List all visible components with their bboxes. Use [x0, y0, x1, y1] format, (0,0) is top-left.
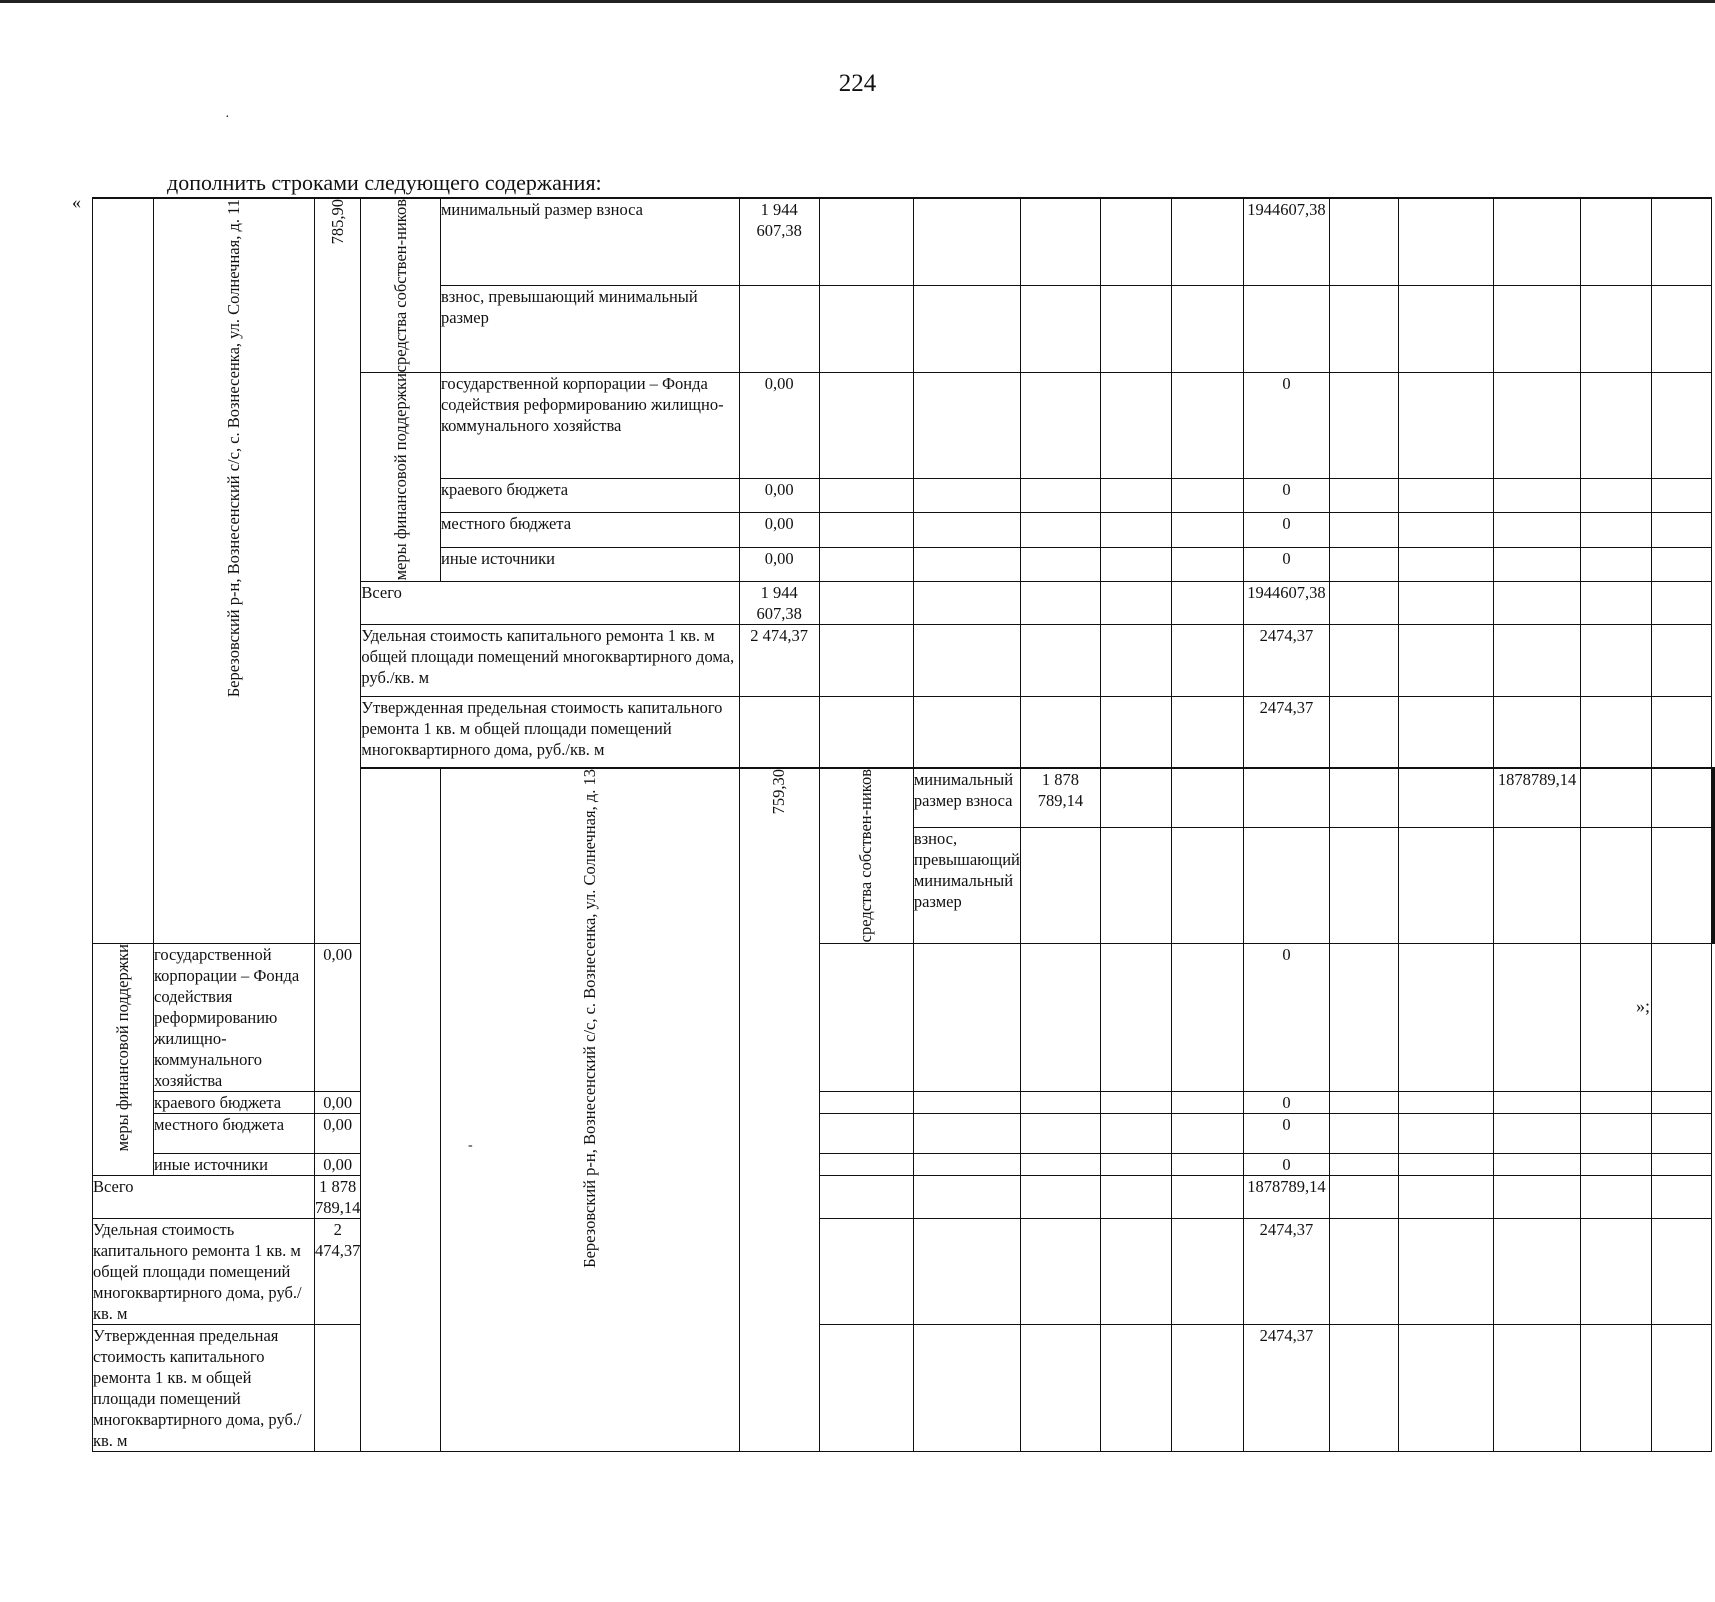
group-owners-label: средства собствен-ников [856, 769, 876, 943]
value-cell: 2474,37 [1243, 1324, 1329, 1451]
table-row [93, 1091, 1715, 1113]
value-cell: 1 878 789,14 [1020, 768, 1100, 827]
value-cell: 0,00 [739, 479, 819, 513]
value-cell: 2 474,37 [315, 1218, 361, 1324]
value-cell: 0,00 [739, 373, 819, 479]
value-cell: 1944607,38 [1243, 198, 1329, 286]
table-row [93, 1175, 1715, 1218]
table-row [93, 198, 1715, 286]
group-owners-cell [361, 198, 441, 373]
value-cell: 2474,37 [1243, 696, 1329, 768]
row-label: взнос, превышающий минимальный размер [913, 827, 1020, 943]
table-row [93, 1218, 1715, 1324]
value-cell: 1 944 607,38 [739, 581, 819, 624]
area-text: 785,90 [327, 199, 347, 245]
area-text: 759,30 [769, 769, 789, 815]
value-cell: 2474,37 [1243, 1218, 1329, 1324]
value-cell: 2474,37 [1243, 624, 1329, 696]
row-label: минимальный размер взноса [440, 198, 739, 286]
row-label: Удельная стоимость капитального ремонта 1 кв. м общей площади помещений многоквартирного дома, руб./кв. м [93, 1218, 315, 1324]
value-cell: 0,00 [315, 1153, 361, 1175]
value-cell: 0,00 [739, 513, 819, 547]
value-cell: 0 [1243, 1113, 1329, 1153]
group-support-label: меры финансовой поддержки [390, 373, 410, 581]
scan-dot: · [225, 110, 230, 125]
table-row [93, 1113, 1715, 1153]
value-cell: 0 [1243, 943, 1329, 1091]
value-cell: 0 [1243, 547, 1329, 581]
table-row [93, 1324, 1715, 1451]
page-number: 224 [838, 70, 877, 97]
value-cell: 1944607,38 [1243, 581, 1329, 624]
group-owners-cell [819, 768, 913, 943]
row-label: Утвержденная предельная стоимость капитального ремонта 1 кв. м общей площади помещений многоквартирного дома, руб./кв. м [361, 696, 739, 768]
value-cell: 0 [1243, 1091, 1329, 1113]
row-label: местного бюджета [440, 513, 739, 547]
area-cell [315, 198, 361, 943]
value-cell: 0 [1243, 1153, 1329, 1175]
table-row [93, 1153, 1715, 1175]
group-owners-label: средства собствен-ников [390, 199, 410, 373]
address-cell [440, 768, 739, 1451]
row-label: местного бюджета [154, 1113, 315, 1153]
capital-repair-table [92, 197, 1715, 1452]
value-cell: 0,00 [315, 1113, 361, 1153]
value-cell: 1878789,14 [1243, 1175, 1329, 1218]
group-support-cell [93, 943, 154, 1175]
value-cell: 0,00 [315, 943, 361, 1091]
row-label: государственной корпорации – Фонда содействия реформированию жилищно-коммунального хозяйства [154, 943, 315, 1091]
empty-cell [361, 768, 441, 1451]
table-row [93, 943, 1715, 1091]
closing-quote: »; [1636, 996, 1651, 1016]
row-label: Всего [93, 1175, 315, 1218]
value-cell: 0 [1243, 479, 1329, 513]
intro-text: дополнить строками следующего содержания: [167, 170, 602, 195]
opening-quote: « [72, 192, 81, 212]
row-label: Всего [361, 581, 739, 624]
empty-cell [93, 198, 154, 943]
row-label: Утвержденная предельная стоимость капитального ремонта 1 кв. м общей площади помещений многоквартирного дома, руб./кв. м [93, 1324, 315, 1451]
value-cell: 0 [1243, 513, 1329, 547]
row-label: взнос, превышающий минимальный размер [440, 286, 739, 373]
value-cell: 0,00 [739, 547, 819, 581]
address-text: Березовский р-н, Вознесенский с/с, с. Вознесенка, ул. Солнечная, д. 13 [579, 769, 599, 1269]
group-support-cell [361, 373, 441, 581]
row-label: иные источники [154, 1153, 315, 1175]
group-support-label: меры финансовой поддержки [113, 943, 132, 1152]
value-cell: 1 878 789,14 [315, 1176, 361, 1217]
area-cell [739, 768, 819, 1451]
top-edge-line [0, 0, 1715, 3]
value-cell: 0,00 [315, 1091, 361, 1113]
value-cell: 2 474,37 [739, 624, 819, 696]
value-cell: 0 [1243, 373, 1329, 479]
row-label: краевого бюджета [154, 1091, 315, 1113]
value-cell: 1 944 607,38 [739, 198, 819, 286]
row-label: минимальный размер взноса [913, 768, 1020, 827]
value-cell: 1878789,14 [1494, 768, 1581, 827]
row-label: краевого бюджета [440, 479, 739, 513]
row-label: иные источники [440, 547, 739, 581]
scan-dot: - [468, 1138, 473, 1153]
row-label: Удельная стоимость капитального ремонта 1 кв. м общей площади помещений многоквартирного дома, руб./кв. м [361, 624, 739, 696]
address-cell [154, 198, 315, 943]
row-label: государственной корпорации – Фонда содействия реформированию жилищно-коммунального хозяйства [440, 373, 739, 479]
address-text: Березовский р-н, Вознесенский с/с, с. Вознесенка, ул. Солнечная, д. 11 [224, 199, 243, 698]
